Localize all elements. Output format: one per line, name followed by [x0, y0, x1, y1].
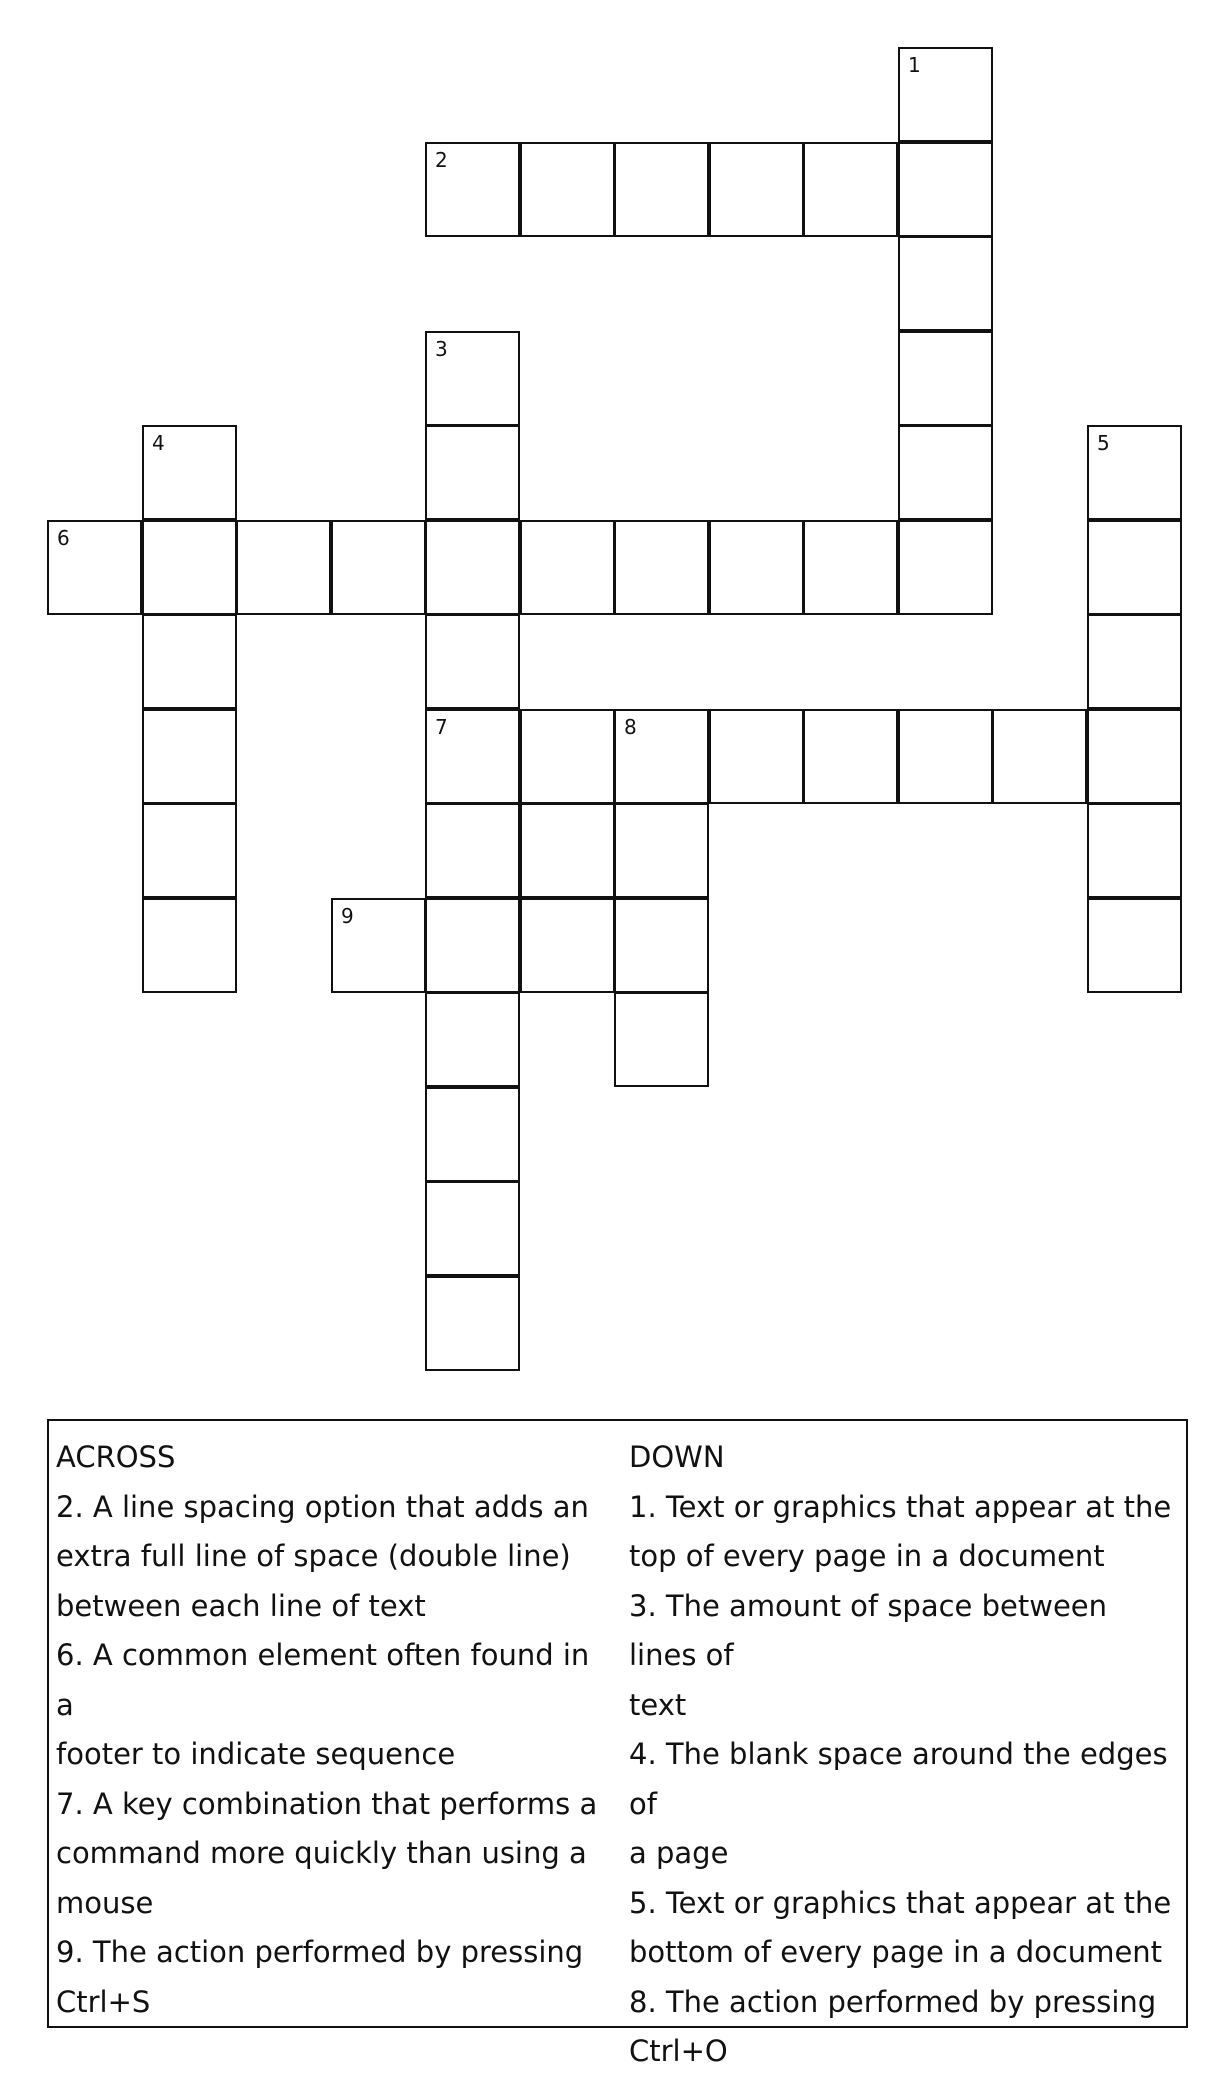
- down-line-1: 1. Text or graphics that appear at the: [629, 1489, 1172, 1524]
- across-line-4: 6. A common element often found in a: [56, 1638, 590, 1722]
- grid-cell[interactable]: [803, 709, 898, 804]
- across-heading: ACROSS: [56, 1440, 176, 1474]
- across-line-2: extra full line of space (double line): [56, 1539, 571, 1573]
- grid-cell[interactable]: [614, 992, 709, 1087]
- down-line-3: 3. The amount of space between lines of: [629, 1588, 1108, 1672]
- grid-cell[interactable]: [142, 425, 237, 520]
- grid-cell[interactable]: [236, 520, 331, 615]
- cell-number: 2: [435, 148, 448, 172]
- across-line-5: footer to indicate sequence: [56, 1737, 456, 1771]
- grid-cell[interactable]: [898, 709, 993, 804]
- grid-cell[interactable]: [614, 709, 709, 804]
- grid-cell[interactable]: [520, 520, 615, 615]
- down-line-2: top of every page in a document: [629, 1539, 1105, 1573]
- cell-number: 4: [152, 431, 165, 455]
- down-clues: [629, 1433, 1174, 2077]
- down-line-4: text: [629, 1687, 687, 1722]
- grid-cell[interactable]: [425, 614, 520, 709]
- grid-cell[interactable]: [520, 142, 615, 237]
- cell-number: 8: [624, 715, 637, 739]
- grid-cell[interactable]: [803, 520, 898, 615]
- grid-cell[interactable]: [614, 898, 709, 993]
- across-line-1: 2. A line spacing option that adds an: [56, 1489, 589, 1524]
- grid-cell[interactable]: [425, 1181, 520, 1276]
- across-line-3: between each line of text: [56, 1588, 426, 1623]
- down-line-5: 4. The blank space around the edges of: [629, 1737, 1168, 1821]
- grid-cell[interactable]: [425, 992, 520, 1087]
- grid-cell[interactable]: [142, 898, 237, 993]
- grid-cell[interactable]: [142, 614, 237, 709]
- cell-number: 9: [341, 904, 354, 928]
- clues-panel: [47, 1419, 1188, 2068]
- across-line-7: command more quickly than using a: [56, 1836, 587, 1870]
- grid-cell[interactable]: [709, 520, 804, 615]
- grid-cell[interactable]: [425, 1276, 520, 1371]
- across-clues: [56, 1433, 601, 2027]
- cell-number: 3: [435, 337, 448, 361]
- grid-cell[interactable]: [142, 803, 237, 898]
- grid-cell[interactable]: [898, 425, 993, 520]
- grid-cell[interactable]: [142, 520, 237, 615]
- grid-cell[interactable]: [331, 898, 426, 993]
- cell-number: 1: [908, 53, 921, 77]
- down-line-8: bottom of every page in a document: [629, 1935, 1163, 1969]
- grid-cell[interactable]: [898, 142, 993, 237]
- grid-cell[interactable]: [614, 142, 709, 237]
- cell-number: 5: [1097, 431, 1110, 455]
- across-line-6: 7. A key combination that performs a: [56, 1786, 598, 1821]
- grid-cell[interactable]: [425, 331, 520, 426]
- grid-cell[interactable]: [520, 803, 615, 898]
- down-line-6: a page: [629, 1836, 729, 1870]
- down-line-10: Ctrl+O: [629, 2034, 728, 2068]
- across-line-9: 9. The action performed by pressing: [56, 1935, 584, 1969]
- grid-cell[interactable]: [709, 142, 804, 237]
- grid-cell[interactable]: [1087, 803, 1182, 898]
- grid-cell[interactable]: [898, 236, 993, 331]
- grid-cell[interactable]: [898, 47, 993, 142]
- down-line-7: 5. Text or graphics that appear at the: [629, 1885, 1172, 1920]
- grid-cell[interactable]: [1087, 520, 1182, 615]
- grid-cell[interactable]: [425, 520, 520, 615]
- grid-cell[interactable]: [992, 709, 1087, 804]
- grid-cell[interactable]: [520, 709, 615, 804]
- grid-cell[interactable]: [425, 803, 520, 898]
- grid-cell[interactable]: [1087, 709, 1182, 804]
- grid-cell[interactable]: [1087, 898, 1182, 993]
- down-heading: DOWN: [629, 1440, 725, 1474]
- grid-cell[interactable]: [803, 142, 898, 237]
- grid-cell[interactable]: [709, 709, 804, 804]
- grid-cell[interactable]: [898, 520, 993, 615]
- cell-number: 7: [435, 715, 448, 739]
- grid-cell[interactable]: [425, 709, 520, 804]
- across-line-10: Ctrl+S: [56, 1984, 151, 2019]
- cell-number: 6: [57, 526, 70, 550]
- grid-cell[interactable]: [614, 520, 709, 615]
- grid-cell[interactable]: [425, 898, 520, 993]
- grid-cell[interactable]: [1087, 614, 1182, 709]
- grid-cell[interactable]: [425, 142, 520, 237]
- grid-cell[interactable]: [425, 425, 520, 520]
- grid-cell[interactable]: [898, 331, 993, 426]
- grid-cell[interactable]: [1087, 425, 1182, 520]
- across-line-8: mouse: [56, 1885, 154, 1920]
- down-line-9: 8. The action performed by pressing: [629, 1984, 1157, 2019]
- grid-cell[interactable]: [142, 709, 237, 804]
- grid-cell[interactable]: [614, 803, 709, 898]
- grid-cell[interactable]: [425, 1087, 520, 1182]
- grid-cell[interactable]: [331, 520, 426, 615]
- grid-cell[interactable]: [47, 520, 142, 615]
- grid-cell[interactable]: [520, 898, 615, 993]
